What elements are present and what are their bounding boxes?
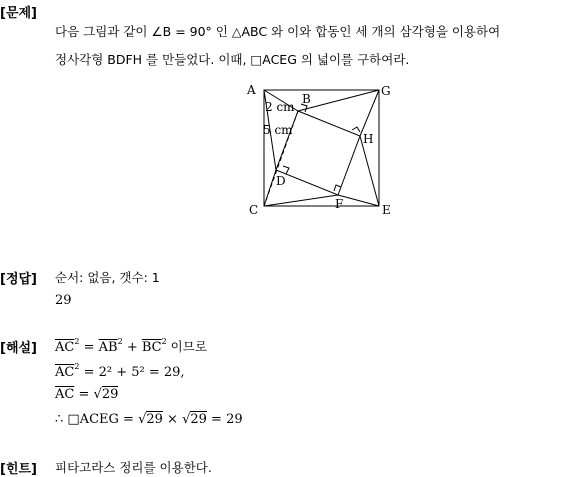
segment-ac-3: $\overline{AC}$ (55, 387, 75, 402)
explanation-line1: $\overline{AC}^2 = \overline{AB}^2 + \overline{BC}^2$ 이므로 (55, 337, 207, 355)
explanation-line2: $\overline{AC}^2 = 2^2 + 5^2 = 29$, (55, 362, 185, 380)
label-d: D (276, 174, 286, 188)
answer-label: [정답] (0, 272, 37, 287)
explanation-line3: $\overline{AC} = √29$ (55, 387, 119, 402)
label-f: F (335, 197, 344, 211)
segment-cd (264, 170, 276, 206)
answer-meta: 순서: 없음, 갯수: 1 (55, 270, 160, 285)
label-h: H (363, 132, 374, 146)
segment-bc: $\overline{BC}$ (141, 340, 162, 355)
problem-text-line1: 다음 그림과 같이 ∠B = 90° 인 △ABC 와 이와 합동인 세 개의 삼각형을 이용하여 (55, 24, 501, 39)
answer-value: 29 (55, 293, 72, 308)
problem-text-line2: 정사각형 BDFH 를 만들었다. 이때, □ACEG 의 넓이를 구하여라. (55, 52, 410, 67)
label-a: A (247, 83, 256, 97)
label-c: C (249, 203, 259, 217)
hint-text: 피타고라스 정리를 이용한다. (55, 460, 212, 475)
label-g: G (381, 84, 391, 98)
label-b: B (302, 92, 311, 106)
right-angle-h (352, 127, 360, 132)
segment-ac-1: $\overline{AC}$ (55, 340, 75, 355)
problem-label: [문제] (0, 6, 37, 21)
explanation-line4: ∴ □ACEG = √29 × √29 = 29 (55, 412, 243, 427)
segment-he (360, 136, 379, 206)
hint-label: [힌트] (0, 462, 37, 477)
segment-ac-2: $\overline{AC}$ (55, 365, 75, 380)
label-len-ab: 2 cm (265, 100, 295, 114)
label-e: E (382, 203, 391, 217)
segment-fc (264, 195, 338, 206)
label-len-bc: 5 cm (263, 123, 293, 137)
explanation-label: [해설] (0, 341, 37, 356)
segment-gh (360, 90, 379, 136)
segment-ab: $\overline{AB}$ (98, 340, 118, 355)
segment-ef (338, 195, 379, 206)
